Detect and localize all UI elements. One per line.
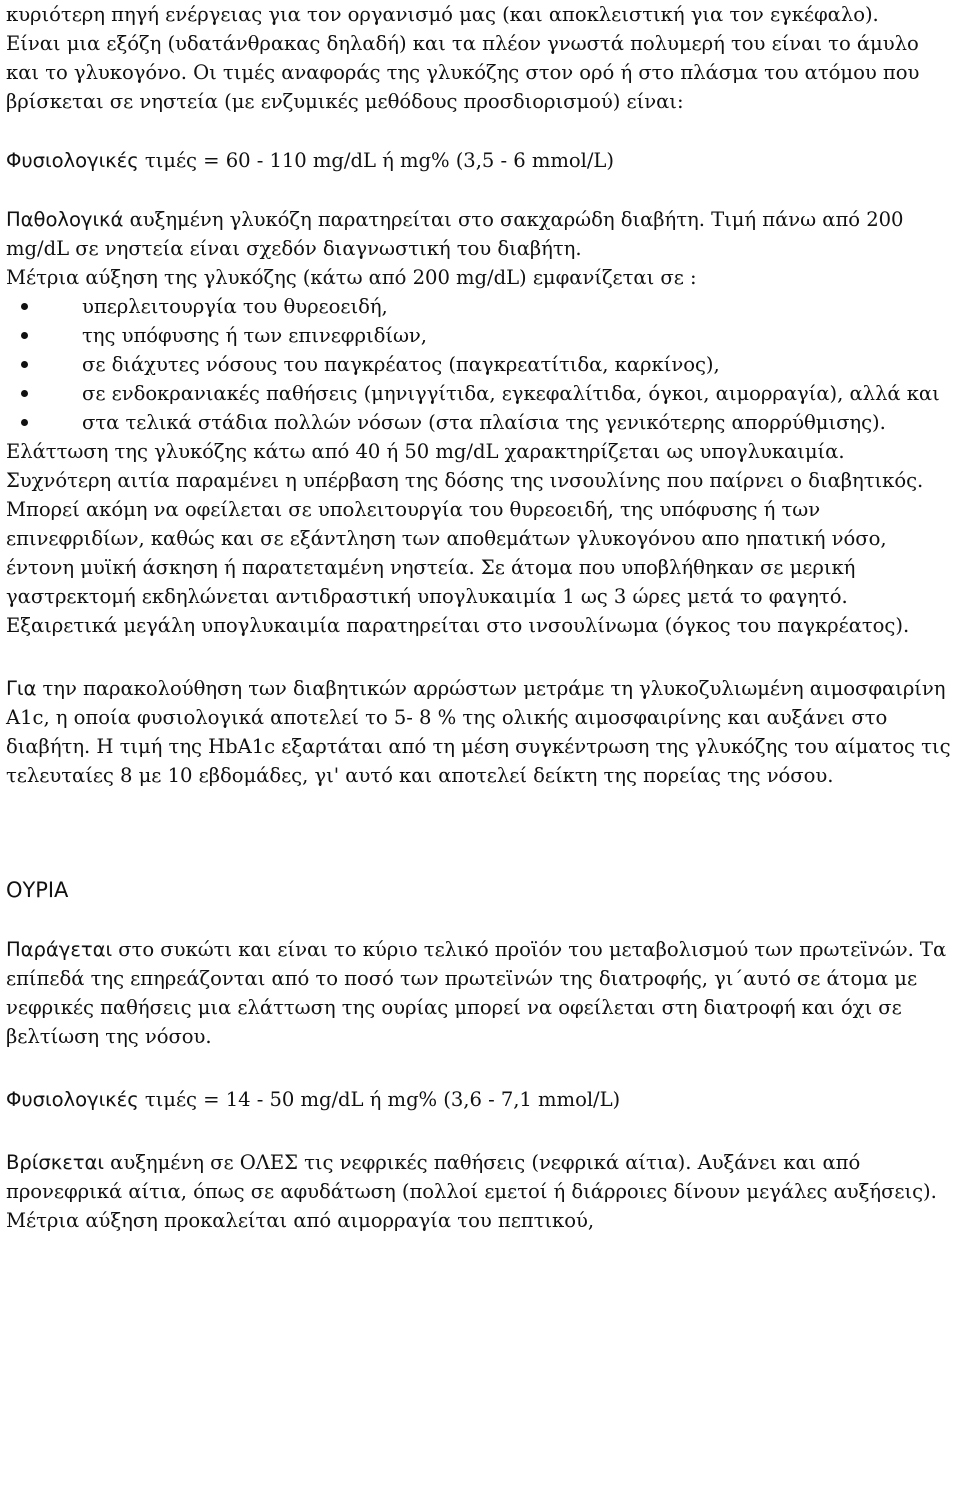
list-item-text: της υπόφυσης ή των επινεφριδίων, xyxy=(82,324,427,347)
urea-produced-text: στο συκώτι και είναι το κύριο τελικό προϊόν του μεταβολισμού των πρωτεϊνών. Τα επίπεδά της επηρεάζονται από το ποσό των πρωτεϊνών της διατροφής, γι΄αυτό σε άτομα με νεφρικές παθήσεις μια ελάττωση της ουρίας μπορεί να οφείλεται στη διατροφή και όχι σε βελτίωση της νόσου. xyxy=(6,938,947,1048)
glucose-normal-text: τιμές = 60 - 110 mg/dL ή mg% (3,5 - 6 mmol/L) xyxy=(138,149,614,172)
urea-normal-lead: Φυσιολογικές xyxy=(6,1088,139,1111)
urea-heading: ΟΥΡΙΑ xyxy=(6,878,69,902)
urea-found-lead: Βρίσκεται xyxy=(6,1151,104,1174)
urea-found-text: αυξημένη σε ΟΛΕΣ τις νεφρικές παθήσεις (νεφρικά αίτια). Αυξάνει και από προνεφρικά αίτια, όπως σε αφυδάτωση (πολλοί εμετοί ή διάρροιες δίνουν μεγάλες αυξήσεις). Μέτρια αύξηση προκαλείται από αιμορραγία του πεπτικού, xyxy=(6,1151,937,1232)
glucose-normal-lead: Φυσιολογικές xyxy=(6,149,139,172)
bullet-icon xyxy=(21,332,28,339)
urea-found xyxy=(6,1148,956,1235)
glucose-path-lead: Παθολογικά xyxy=(6,208,124,231)
glucose-path-text: αυξημένη γλυκόζη παρατηρείται στο σακχαρώδη διαβήτη. Τιμή πάνω από 200 mg/dL σε νηστεία είναι σχεδόν διαγνωστική του διαβήτη. xyxy=(6,208,904,260)
spacer xyxy=(6,116,956,146)
bullet-icon xyxy=(21,303,28,310)
list-item xyxy=(6,350,956,379)
spacer xyxy=(6,1051,956,1085)
bullet-icon xyxy=(21,390,28,397)
list-item-text: σε ενδοκρανιακές παθήσεις (μηνιγγίτιδα, εγκεφαλίτιδα, όγκοι, αιμορραγία), αλλά και xyxy=(82,382,940,405)
spacer xyxy=(6,848,956,876)
urea-produced-lead: Παράγεται xyxy=(6,938,113,961)
urea-produced xyxy=(6,935,956,1051)
spacer xyxy=(6,905,956,935)
list-item-text: σε διάχυτες νόσους του παγκρέατος (παγκρεατίτιδα, καρκίνος), xyxy=(82,353,720,376)
glucose-common-cause: Συχνότερη αιτία παραμένει η υπέρβαση της δόσης της ινσουλίνης που παίρνει ο διαβητικός. xyxy=(6,469,924,492)
list-item xyxy=(6,379,956,408)
glucose-normal-values xyxy=(6,146,956,175)
hba1c-lead: Για xyxy=(6,677,37,700)
urea-normal-values xyxy=(6,1085,956,1114)
glucose-decrease: Ελάττωση της γλυκόζης κάτω από 40 ή 50 mg/dL χαρακτηρίζεται ως υπογλυκαιμία. xyxy=(6,440,845,463)
glucose-other-causes: Μπορεί ακόμη να οφείλεται σε υπολειτουργία του θυρεοειδή, της υπόφυσης ή των επινεφριδίων, καθώς και σε εξάντληση των αποθεμάτων γλυκογόνου απο ηπατική νόσο, έντονη μυϊκή άσκηση ή παρατεταμένη νηστεία. Σε άτομα που υποβλήθηκαν σε μερική γαστρεκτομή εκδηλώνεται αντιδραστική υπογλυκαιμία 1 ως 3 ώρες μετά το φαγητό. Εξαιρετικά μεγάλη υπογλυκαιμία παρατηρείται στο ινσουλίνωμα (όγκος του παγκρέατος). xyxy=(6,498,910,637)
hba1c-text: την παρακολούθηση των διαβητικών αρρώστων μετράμε τη γλυκοζυλιωμένη αιμοσφαιρίνη A1c, η οποία φυσιολογικά αποτελεί το 5- 8 % της ολικής αιμοσφαιρίνης και αυξάνει στο διαβήτη. Η τιμή της HbA1c εξαρτάται από τη μέση συγκέντρωση της γλυκόζης του αίματος τις τελευταίες 8 με 10 εβδομάδες, γι' αυτό και αποτελεί δείκτη της πορείας της νόσου. xyxy=(6,677,951,787)
glucose-moderate-increase: Μέτρια αύξηση της γλυκόζης (κάτω από 200 mg/dL) εμφανίζεται σε : xyxy=(6,266,697,289)
spacer xyxy=(6,1114,956,1148)
list-item-text: υπερλειτουργία του θυρεοειδή, xyxy=(82,295,388,318)
spacer xyxy=(6,640,956,674)
glucose-causes-list xyxy=(6,292,956,437)
list-item-text: στα τελικά στάδια πολλών νόσων (στα πλαίσια της γενικότερης απορρύθμισης). xyxy=(82,411,886,434)
bullet-icon xyxy=(21,361,28,368)
hba1c-paragraph xyxy=(6,674,956,790)
urea-normal-text: τιμές = 14 - 50 mg/dL ή mg% (3,6 - 7,1 mmol/L) xyxy=(138,1088,621,1111)
spacer xyxy=(6,790,956,848)
list-item xyxy=(6,321,956,350)
document-page xyxy=(6,0,956,1235)
spacer xyxy=(6,175,956,205)
intro-line-2: Είναι μια εξόζη (υδατάνθρακας δηλαδή) και τα πλέον γνωστά πολυμερή του είναι το άμυλο και το γλυκογόνο. Οι τιμές αναφοράς της γλυκόζης στον ορό ή στο πλάσμα του ατόμου που βρίσκεται σε νηστεία (με ενζυμικές μεθόδους προσδιορισμού) είναι: xyxy=(6,32,920,113)
glucose-pathological xyxy=(6,205,956,263)
list-item xyxy=(6,408,956,437)
intro-line-1: κυριότερη πηγή ενέργειας για τον οργανισμό μας (και αποκλειστική για τον εγκέφαλο). xyxy=(6,3,879,26)
bullet-icon xyxy=(21,419,28,426)
list-item xyxy=(6,292,956,321)
